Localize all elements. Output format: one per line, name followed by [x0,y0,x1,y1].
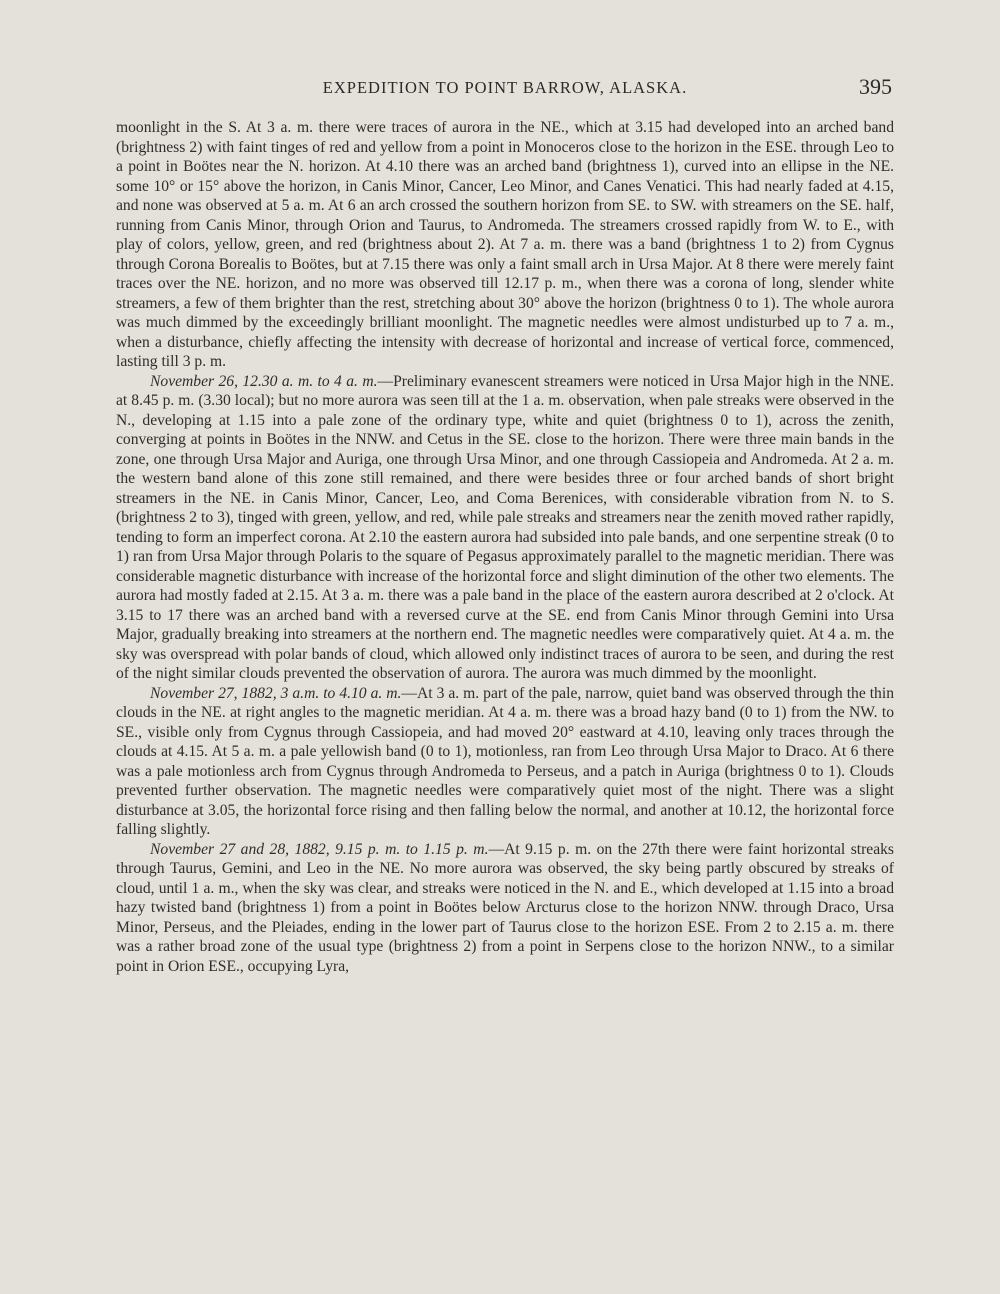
paragraph-lead: November 27 and 28, 1882, 9.15 p. m. to 1.15 p. m. [150,840,489,858]
page-header [118,74,892,102]
paragraph-lead: November 27, 1882, 3 a.m. to 4.10 a. m. [150,684,402,702]
paragraph-text: —At 9.15 p. m. on the 27th there were faint horizontal streaks through Taurus, Gemini, and Leo in the NE. No more aurora was observed, the sky being partly obscured by streaks of cloud, until 1 a. m., when the sky was clear, and streaks were noticed in the N. and E., which developed at 1.15 into a broad hazy twisted band (brightness 1) from a point in Boötes below Arcturus close to the horizon NNW. through Draco, Ursa Minor, Perseus, and the Pleiades, ending in the lower part of Taurus close to the horizon ESE. From 2 to 2.15 a. m. there was a rather broad zone of the usual type (brightness 2) from a point in Serpens close to the horizon NNW., to a similar point in Orion ESE., occupying Lyra, [116,840,894,975]
paragraph-3 [116,684,894,840]
running-head: EXPEDITION TO POINT BARROW, ALASKA. [322,78,688,97]
paragraph-1 [116,118,894,372]
paragraph-text: —At 3 a. m. part of the pale, narrow, quiet band was observed through the thin clouds in the NE. at right angles to the magnetic meridian. At 4 a. m. there was a broad hazy band (0 to 1) from the NW. to SE., visible only from Cygnus through Cassiopeia, and had moved 20° eastward at 4.10, leaving only traces through the clouds at 4.15. At 5 a. m. a pale yellowish band (0 to 1), motionless, ran from Leo through Ursa Major to Draco. At 6 there was a pale motionless arch from Cygnus through Andromeda to Perseus, and a patch in Auriga (brightness 0 to 1). Clouds prevented further observation. The magnetic needles were comparatively quiet most of the night. There was a slight disturbance at 3.05, the horizontal force rising and then falling below the normal, and another at 10.12, the horizontal force falling slightly. [116,684,894,838]
paragraph-text: —Preliminary evanescent streamers were noticed in Ursa Major high in the NNE. at 8.45 p. m. (3.30 local); but no more aurora was seen till at the 1 a. m. observation, when pale streaks were observed in the N., developing at 1.15 into a pale zone of the ordinary type, white and quiet (brightness 0 to 1), across the zenith, converging at points in Boötes in the NNW. and Cetus in the SE. close to the horizon. There were three main bands in the zone, one through Ursa Major and Auriga, one through Ursa Minor, and one through Cassiopeia and Andromeda. At 2 a. m. the western band alone of this zone still remained, and there were besides three or four arched bands of short bright streamers in the NE. in Canis Minor, Cancer, Leo, and Coma Berenices, with considerable vibration from N. to S. (brightness 2 to 3), tinged with green, yellow, and red, while pale streaks and streamers near the zenith moved rather rapidly, tending to form an imperfect corona. At 2.10 the eastern aurora had subsided into pale bands, and one serpentine streak (0 to 1) ran from Ursa Major through Polaris to the square of Pegasus approximately parallel to the magnetic meridian. There was considerable magnetic disturbance with increase of the horizontal force and slight diminution of the other two elements. The aurora had mostly faded at 2.15. At 3 a. m. there was a pale band in the place of the eastern aurora described at 2 o'clock. At 3.15 to 17 there was an arched band with a reversed curve at the SE. end from Canis Minor through Gemini into Ursa Major, gradually breaking into streamers at the northern end. The magnetic needles were comparatively quiet. At 4 a. m. the sky was overspread with polar bands of cloud, which allowed only indistinct traces of aurora to be seen, and during the rest of the night similar clouds prevented the observation of aurora. The aurora was much dimmed by the moonlight. [116,372,894,682]
page-number: 395 [859,74,892,99]
paragraph-text: moonlight in the S. At 3 a. m. there were traces of aurora in the NE., which at 3.15 had developed into an arched band (brightness 2) with faint tinges of red and yellow from a point in Monoceros close to the horizon in the ESE. through Leo to a point in Boötes near the N. horizon. At 4.10 there was an arched band (brightness 1), curved into an ellipse in the NE. some 10° or 15° above the horizon, in Canis Minor, Cancer, Leo Minor, and Canes Venatici. This had nearly faded at 4.15, and none was observed at 5 a. m. At 6 an arch crossed the southern horizon from SE. to SW. with streamers on the SE. half, running from Canis Minor, through Orion and Taurus, to Andromeda. The streamers crossed rapidly from W. to E., with play of colors, yellow, green, and red (brightness about 2). At 7 a. m. there was a band (brightness 1 to 2) from Cygnus through Corona Borealis to Boötes, but at 7.15 there was only a faint small arch in Ursa Major. At 8 there were merely faint traces over the NE. horizon, and no more was observed till 12.17 p. m., when there was a corona of long, slender white streamers, a few of them brighter than the rest, stretching about 30° above the horizon (brightness 0 to 1). The whole aurora was much dimmed by the exceedingly brilliant moonlight. The magnetic needles were almost undisturbed up to 7 a. m., when a disturbance, chiefly affecting the intensity with decrease of horizontal and increase of vertical force, commenced, lasting till 3 p. m. [116,119,894,370]
paragraph-2 [116,372,894,684]
body-text [116,118,894,976]
paragraph-4 [116,840,894,977]
paragraph-lead: November 26, 12.30 a. m. to 4 a. m. [150,372,378,390]
